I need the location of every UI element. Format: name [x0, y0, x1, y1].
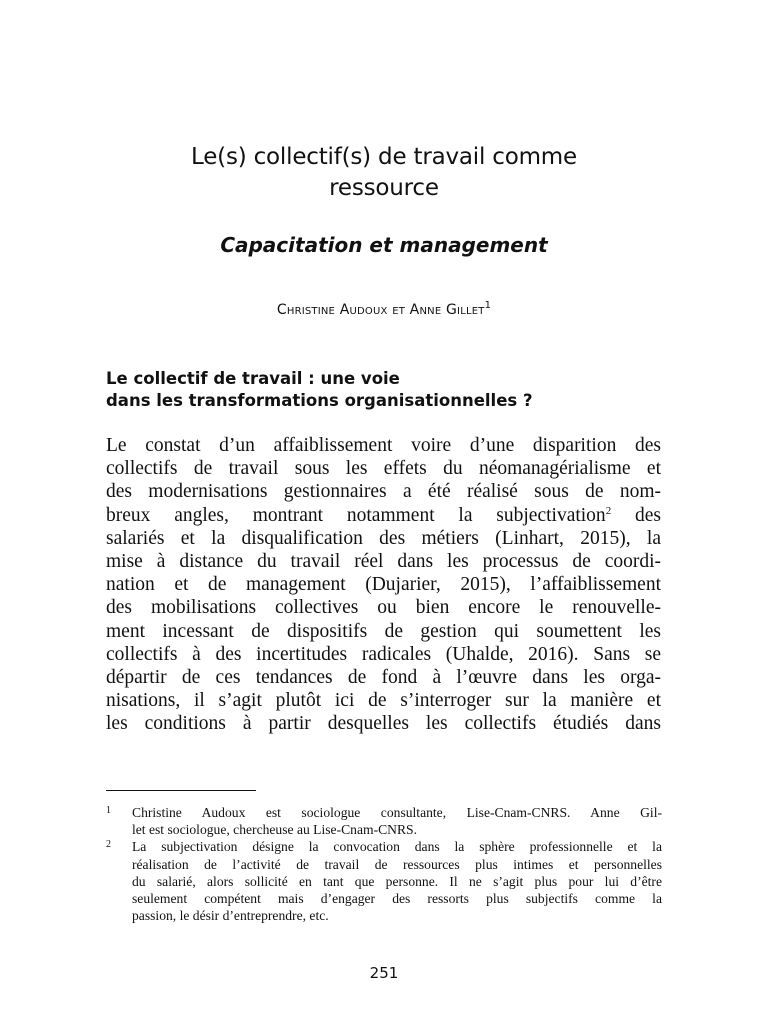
- chapter-authors: [104, 300, 664, 320]
- body-line: collectifs à des incertitudes radicales (Uhalde, 2016). Sans se: [106, 643, 661, 665]
- authors-names: Christine Audoux et Anne Gillet: [276, 302, 485, 318]
- authors-footnote-ref[interactable]: 1: [484, 300, 492, 311]
- body-line: nisations, il s’agit plutôt ici de s’interroger sur la manière et: [106, 690, 661, 712]
- section-heading-line-1: Le collectif de travail : une voie: [106, 369, 400, 388]
- body-line: nation et de management (Dujarier, 2015), l’affaiblissement: [106, 574, 661, 596]
- footnote-number: 2: [106, 839, 111, 851]
- footnote-line: Christine Audoux est sociologue consultante, Lise-Cnam-CNRS. Anne Gil-: [132, 805, 662, 820]
- chapter-title-line-1: Le(s) collectif(s) de travail comme: [191, 144, 577, 170]
- body-line: salariés et la disqualification des métiers (Linhart, 2015), la: [106, 527, 661, 549]
- body-line: Le constat d’un affaiblissement voire d’une disparition des: [106, 435, 661, 456]
- body-line-tail: des: [611, 504, 661, 526]
- footnotes: [106, 804, 662, 924]
- body-line: mise à distance du travail réel dans les processus de coordi-: [106, 551, 661, 573]
- footnote-line: réalisation de l’activité de travail de ressources plus intimes et personnelles: [132, 856, 662, 872]
- body-line: ment incessant de dispositifs de gestion qui soumettent les: [106, 620, 661, 642]
- footnote-line: La subjectivation désigne la convocation dans la sphère professionnelle et la: [132, 839, 662, 855]
- body-line: collectifs de travail sous les effets du néomanagérialisme et: [106, 458, 661, 480]
- chapter-title-line-2: ressource: [329, 175, 439, 201]
- section-heading: [106, 368, 666, 412]
- body-line: départir de ces tendances de fond à l’œuvre dans les orga-: [106, 667, 661, 689]
- footnote-1: [106, 804, 662, 838]
- page-number: 251: [369, 964, 399, 982]
- footnote-divider: [106, 790, 256, 791]
- body-line: des mobilisations collectives ou bien encore le renouvelle-: [106, 597, 661, 619]
- body-footnote-ref[interactable]: 2: [605, 504, 612, 517]
- chapter-title: [104, 142, 664, 204]
- body-line-with-note: [106, 504, 661, 527]
- chapter-subtitle: Capacitation et management: [220, 233, 548, 257]
- body-line: les conditions à partir desquelles les collectifs étudiés dans: [106, 713, 661, 735]
- body-line-text: breux angles, montrant notamment la subjectivation: [106, 504, 606, 526]
- footnote-2: [106, 838, 662, 924]
- footnote-line: du salarié, alors sollicité en tant que personne. Il ne s’agit plus pour lui d’être: [132, 873, 662, 889]
- footnote-line: passion, le désir d’entreprendre, etc.: [132, 908, 329, 924]
- section-heading-line-2: dans les transformations organisationnelles ?: [106, 391, 533, 410]
- body-paragraph: [106, 434, 661, 736]
- body-line: des modernisations gestionnaires a été réalisé sous de nom-: [106, 481, 661, 503]
- footnote-line: seulement compétent mais d’engager des ressorts plus subjectifs comme la: [132, 891, 662, 907]
- footnote-number: 1: [106, 805, 111, 816]
- footnote-line: let est sociologue, chercheuse au Lise-Cnam-CNRS.: [132, 822, 418, 838]
